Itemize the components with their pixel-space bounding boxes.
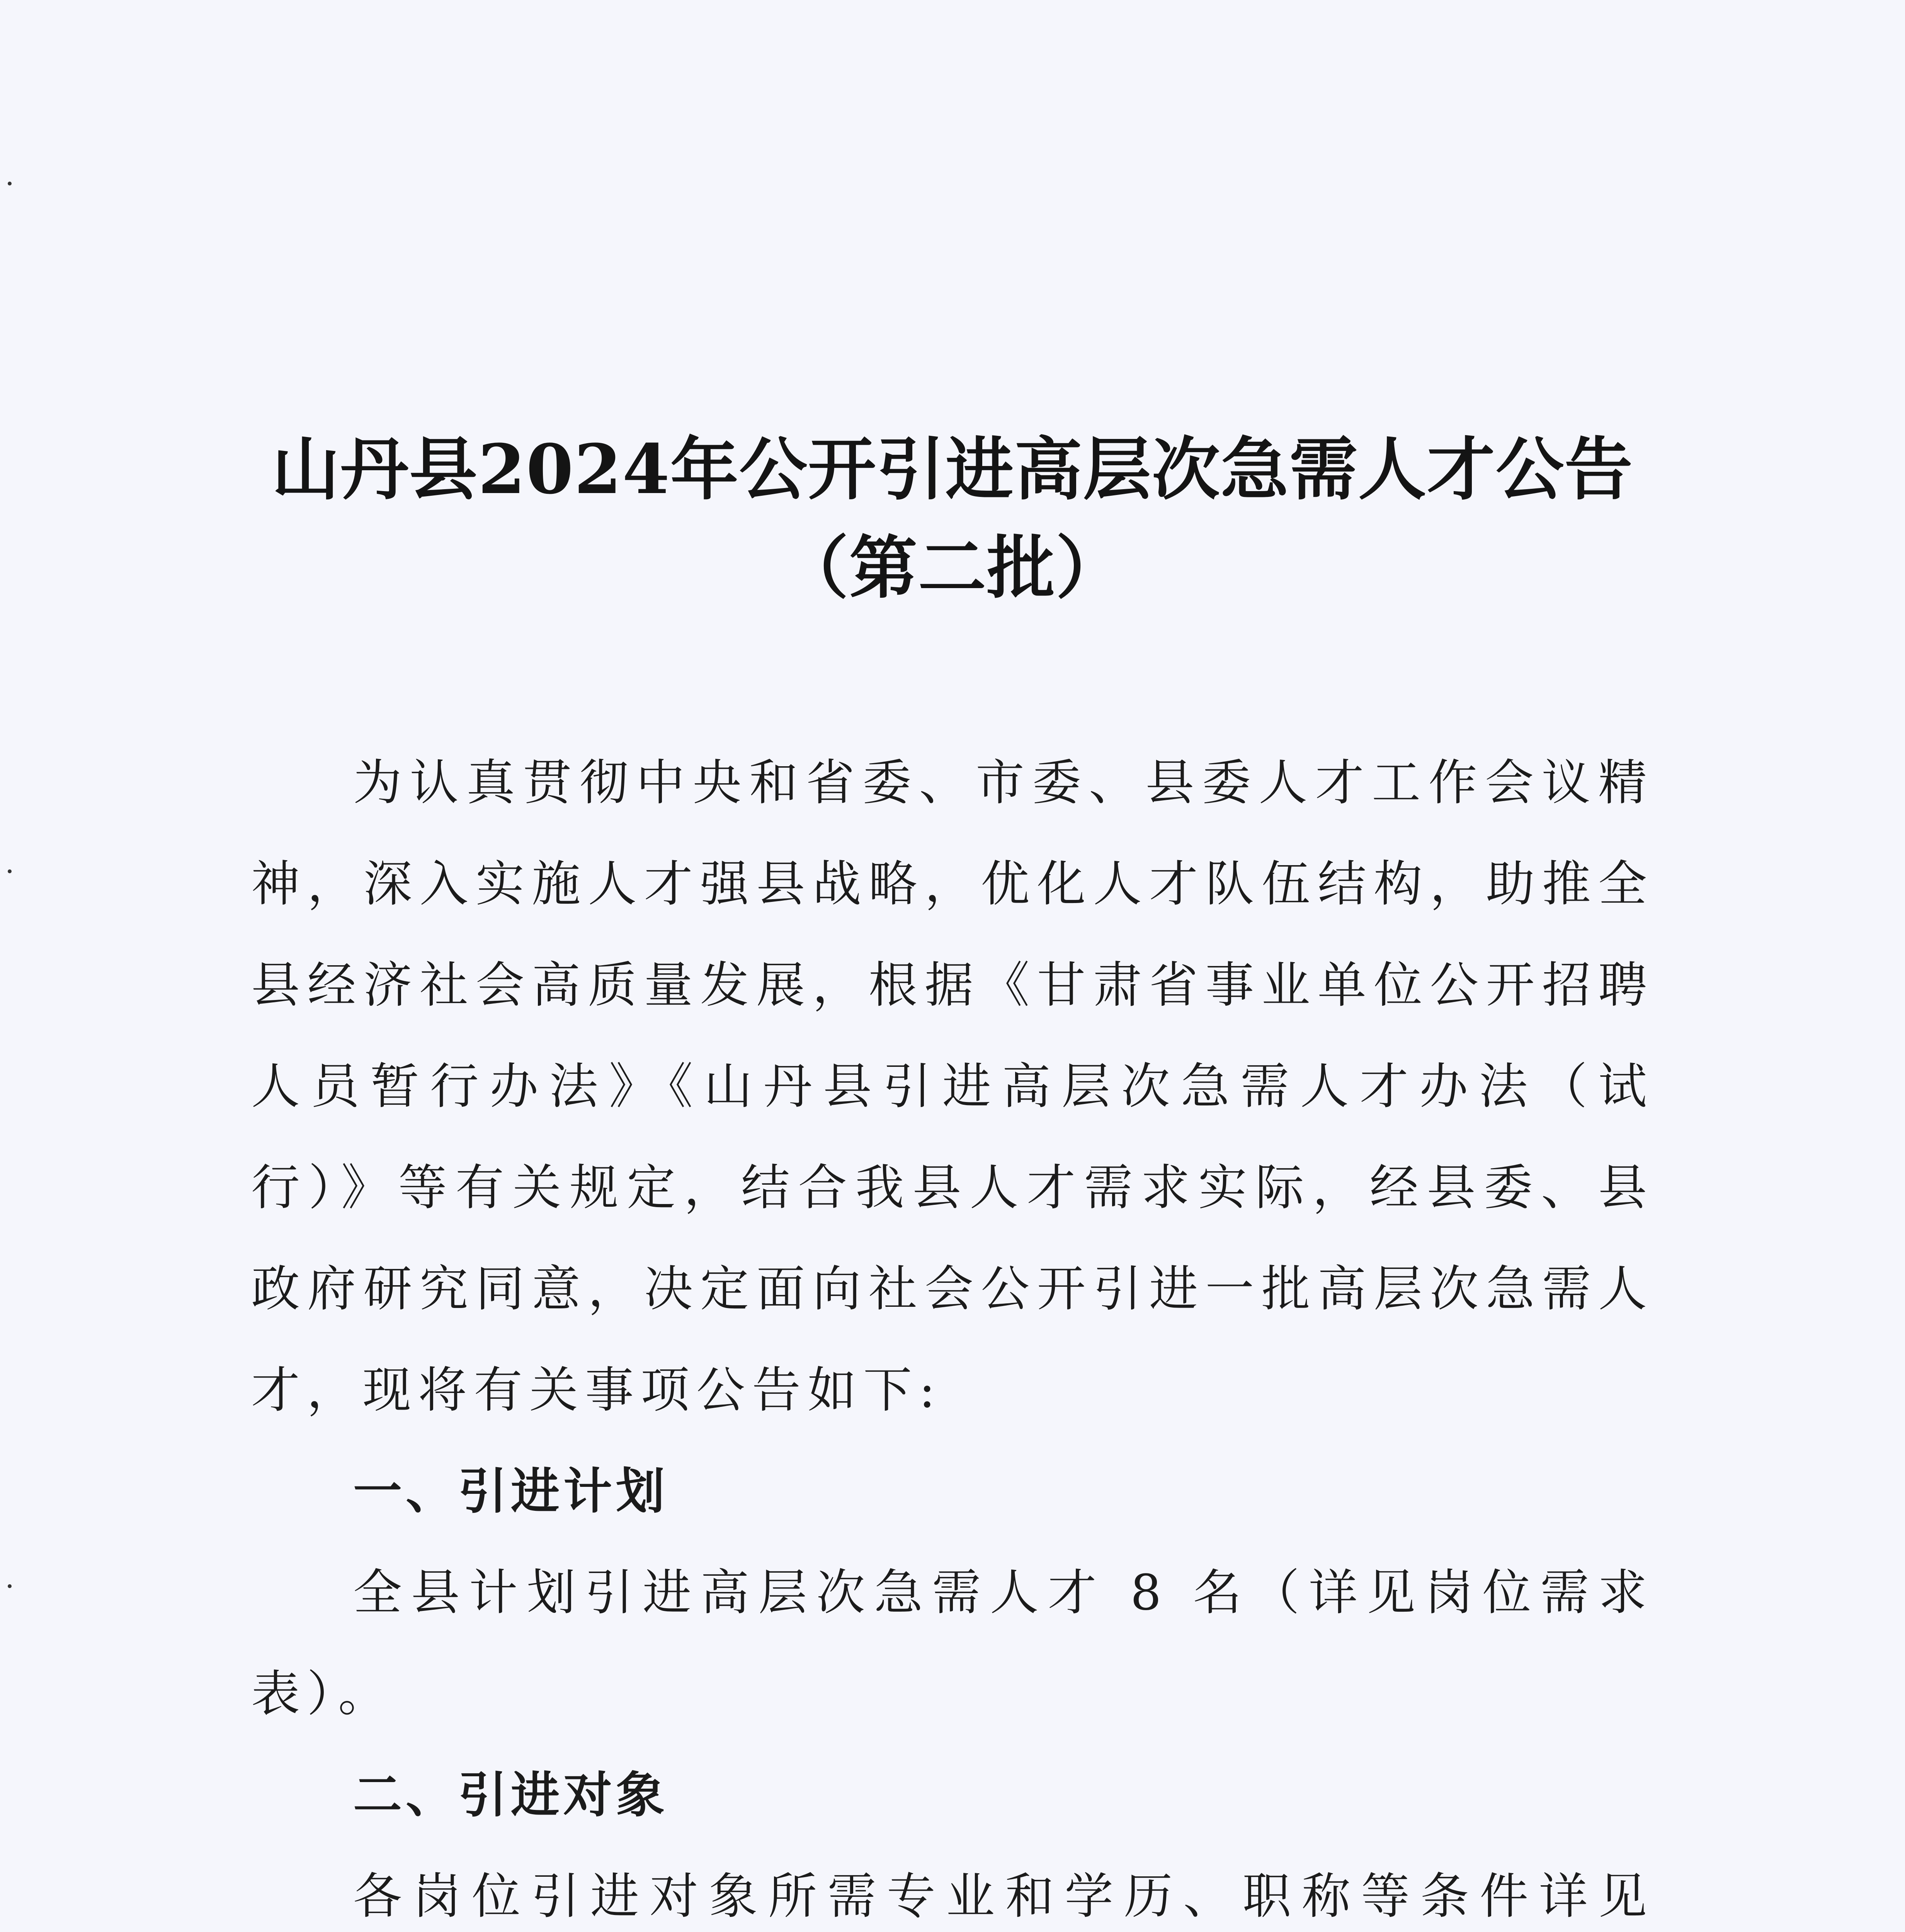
scan-mark	[8, 869, 12, 873]
section-heading-plan: 一、引进计划	[353, 1463, 668, 1520]
intro-paragraph: 为认真贯彻中央和省委、市委、县委人才工作会议精神，深入实施人才强县战略，优化人才队伍结构，助推全县经济社会高质量发展，根据《甘肃省事业单位公开招聘人员暂行办法》《山丹县引进高层次急需人才办法（试行）》等有关规定，结合我县人才需求实际，经县委、县政府研究同意，决定面向社会公开引进一批高层次急需人才，现将有关事项公告如下:	[251, 754, 1654, 1418]
section-plan-text: 全县计划引进高层次急需人才 8 名（详见岗位需求表）。	[251, 1564, 1654, 1722]
section-target-text: 各岗位引进对象所需专业和学历、职称等条件详见	[353, 1868, 1654, 1925]
document-body	[251, 732, 1654, 1932]
section-heading-target: 二、引进对象	[353, 1767, 668, 1823]
document-subtitle: （第二批）	[780, 528, 1124, 608]
document-title: 山丹县2024年公开引进高层次急需人才公告	[272, 429, 1633, 509]
scan-mark	[8, 1584, 12, 1588]
scan-mark	[8, 182, 12, 185]
